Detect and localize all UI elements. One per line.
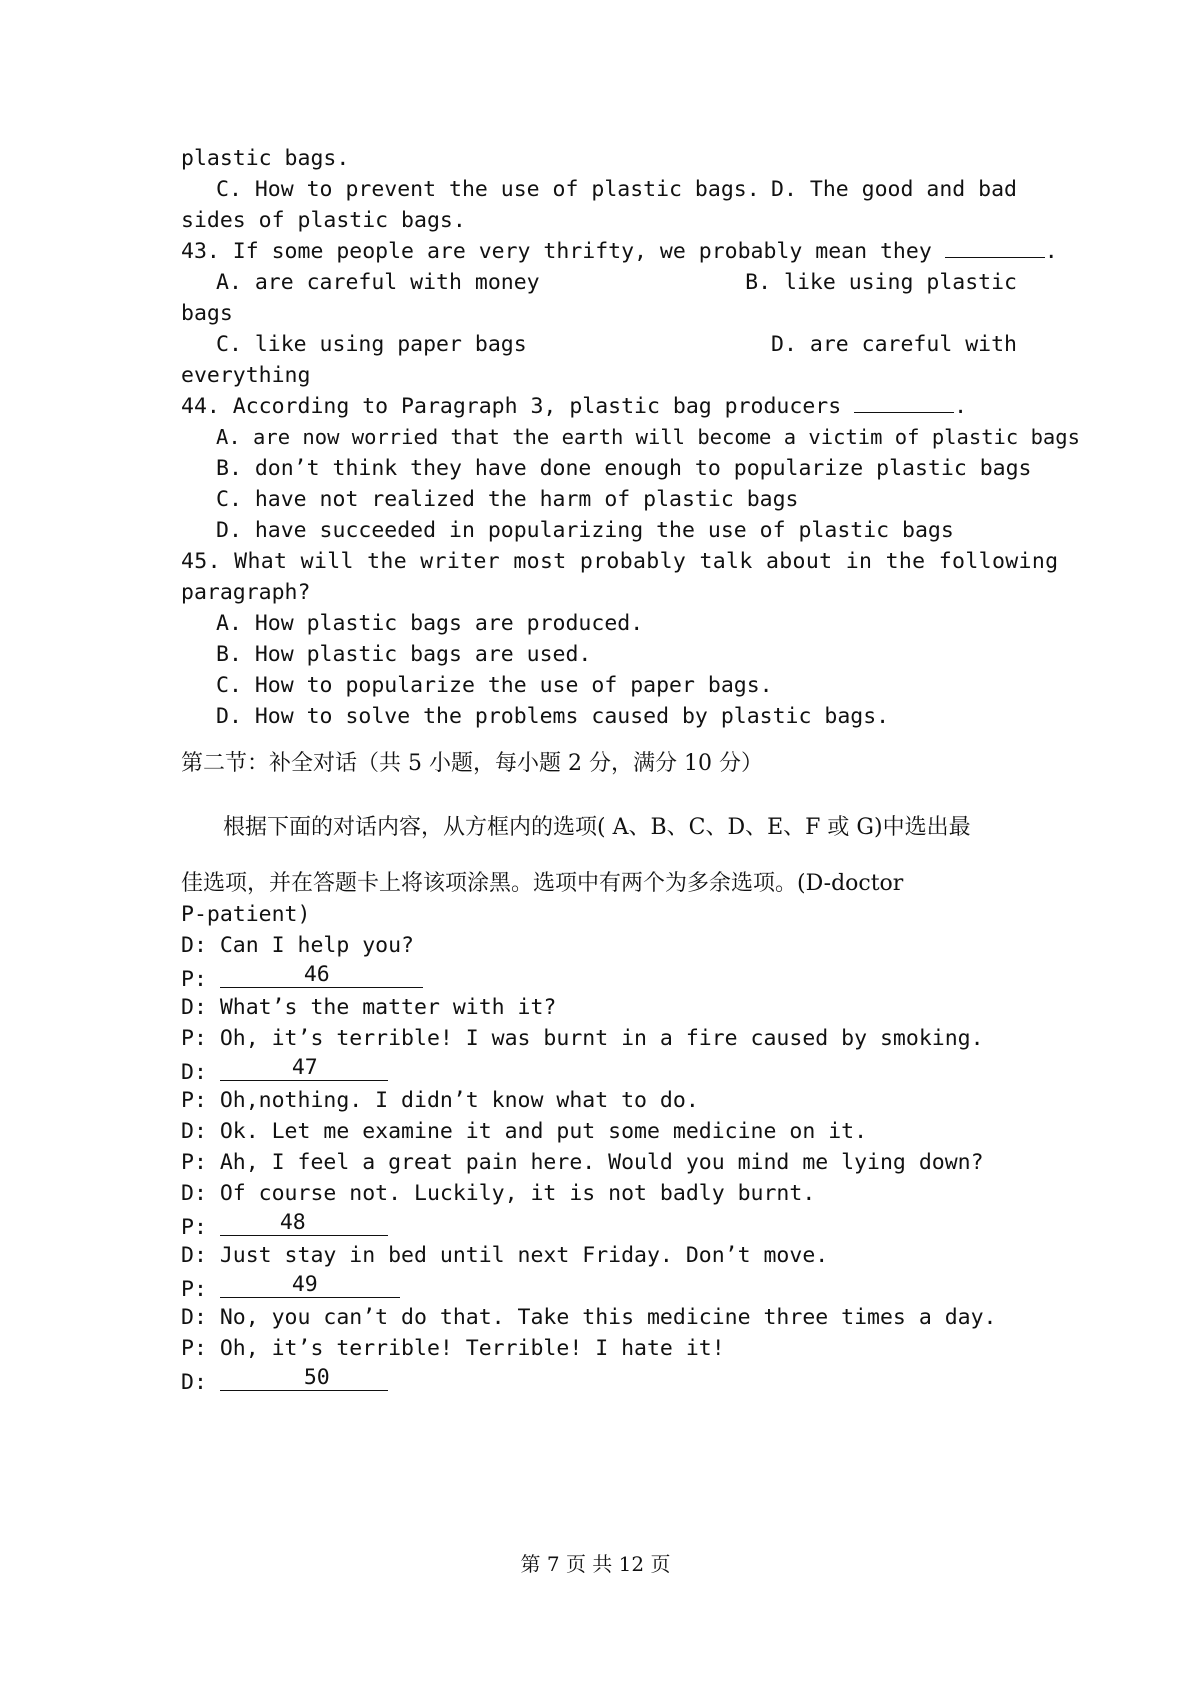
q43-option-b: B. like using plastic [745,270,1017,295]
speaker-label: D: [181,1370,207,1395]
q43-options-cd [216,329,1017,360]
dialogue-line: D: Of course not. Luckily, it is not badly burnt. [181,1181,816,1206]
q44-stem-text: 44. According to Paragraph 3, plastic bag producers [181,394,842,419]
q43-stem [181,236,1058,267]
page-number-footer: 第 7 页 共 12 页 [520,1552,671,1576]
q45-stem-continuation: paragraph? [181,580,311,605]
q44-option-b: B. don’t think they have done enough to popularize plastic bags [216,456,1032,481]
dialogue-line: P: Oh,nothing. I didn’t know what to do. [181,1088,699,1113]
q45-stem: 45. What will the writer most probably talk about in the following [181,549,1059,574]
dialogue-line: D: What’s the matter with it? [181,995,557,1020]
q43-answer-blank [945,237,1045,258]
answer-blank-49 [220,1273,400,1298]
blank-number: 50 [303,1365,330,1390]
section-2-instructions-line-3: P-patient) [181,902,311,927]
q42-option-d-continuation: sides of plastic bags. [181,208,466,233]
answer-blank-46 [220,963,423,988]
q42-option-c: C. How to prevent the use of plastic bags. [216,177,760,202]
q42-continuation: plastic bags. [181,146,350,171]
q42-options-cd [216,174,1017,205]
speaker-label: P: [181,967,207,992]
answer-blank-50 [220,1366,388,1391]
answer-blank-48 [220,1211,388,1236]
section-2-heading: 第二节：补全对话（共 5 小题，每小题 2 分，满分 10 分） [181,751,763,776]
dialogue-line: D: Can I help you? [181,933,414,958]
q44-option-c: C. have not realized the harm of plastic bags [216,487,799,512]
blank-number: 49 [291,1272,318,1297]
q45-option-b: B. How plastic bags are used. [216,642,592,667]
blank-number: 48 [279,1210,306,1235]
q44-answer-blank [854,392,954,413]
dialogue-line-blank-49 [181,1271,1017,1302]
dialogue-line: D: Ok. Let me examine it and put some medicine on it. [181,1119,868,1144]
q44-option-d: D. have succeeded in popularizing the use of plastic bags [216,518,954,543]
q45-option-a: A. How plastic bags are produced. [216,611,644,636]
q43-options-ab [216,267,1017,298]
dialogue-line-blank-46 [181,961,1017,992]
q43-stem-text: 43. If some people are very thrifty, we probably mean they [181,239,932,264]
speaker-label: P: [181,1277,207,1302]
speaker-label: D: [181,1060,207,1085]
q45-option-d: D. How to solve the problems caused by plastic bags. [216,704,890,729]
section-2-instructions-line-1: 根据下面的对话内容，从方框内的选项( A、B、C、D、E、F 或 G)中选出最 [223,815,971,840]
dialogue-line: D: Just stay in bed until next Friday. Don’t move. [181,1243,829,1268]
q44-stem [181,391,1017,422]
q43-option-d: D. are careful with [771,332,1017,357]
section-2-instructions-line-2: 佳选项，并在答题卡上将该项涂黑。选项中有两个为多余选项。(D-doctor [181,871,904,896]
dialogue-line: D: No, you can’t do that. Take this medicine three times a day. [181,1305,997,1330]
blank-number: 47 [291,1055,318,1080]
q43-option-a: A. are careful with money [216,270,540,295]
answer-blank-47 [220,1056,388,1081]
q44-option-a: A. are now worried that the earth will become a victim of plastic bags [216,425,1080,449]
q43-option-c: C. like using paper bags [216,332,527,357]
q42-option-d: D. The good and bad [771,177,1017,202]
dialogue-line-blank-47 [181,1054,1017,1085]
dialogue-line: P: Oh, it’s terrible! Terrible! I hate it! [181,1336,725,1361]
dialogue-line-blank-50 [181,1364,1017,1395]
speaker-label: P: [181,1215,207,1240]
q43-option-b-continuation: bags [181,301,233,326]
q45-option-c: C. How to popularize the use of paper bags. [216,673,773,698]
q44-stem-end: . [954,394,968,419]
dialogue-line: P: Ah, I feel a great pain here. Would you mind me lying down? [181,1150,984,1175]
dialogue-line: P: Oh, it’s terrible! I was burnt in a fire caused by smoking. [181,1026,984,1051]
q43-option-d-continuation: everything [181,363,311,388]
dialogue-line-blank-48 [181,1209,1017,1240]
q43-stem-end: . [1044,239,1058,264]
blank-number: 46 [303,962,330,987]
